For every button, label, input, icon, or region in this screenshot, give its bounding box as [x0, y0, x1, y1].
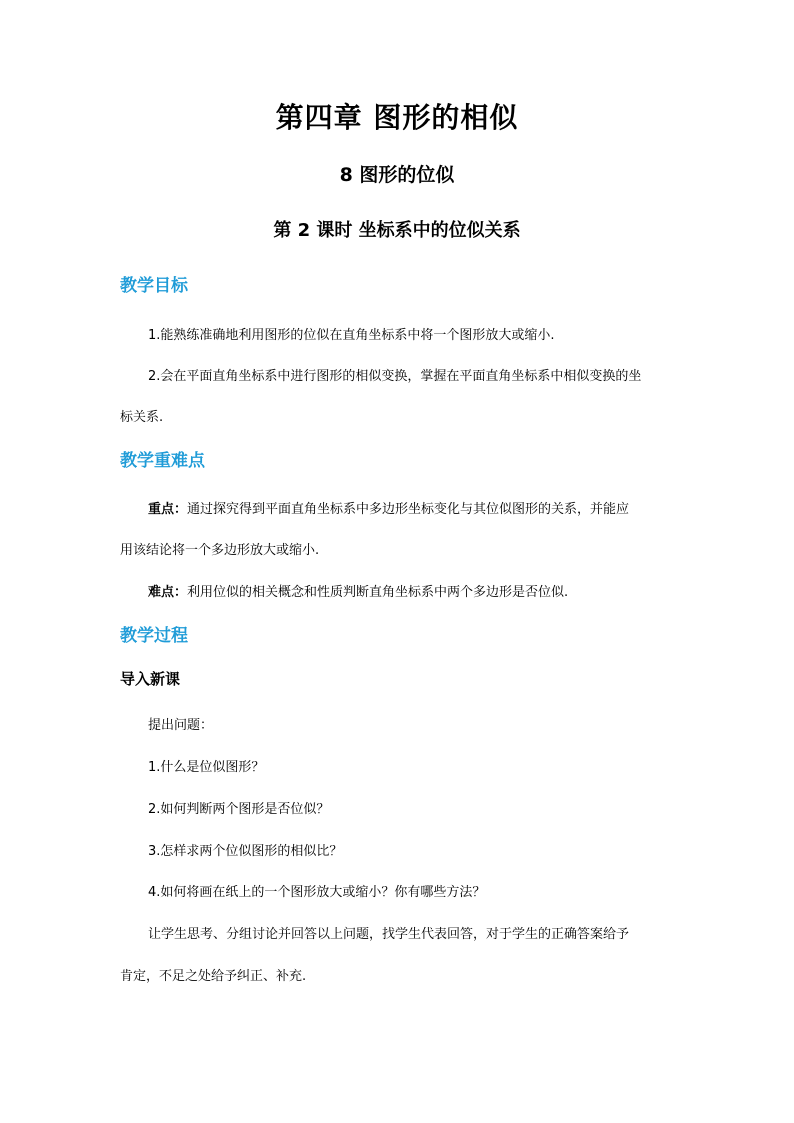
- process-heading: 教学过程: [120, 626, 188, 646]
- objective-item-1: 1.能熟练准确地利用图形的位似在直角坐标系中将一个图形放大或缩小.: [148, 328, 555, 343]
- objective-item-2-line-2: 标关系.: [120, 410, 164, 425]
- summary-line-2: 肯定，不足之处给予纠正、补充.: [120, 969, 307, 984]
- key-point-label: 重点：: [148, 502, 188, 517]
- lesson-title: 第 2 课时 坐标系中的位似关系: [273, 220, 521, 241]
- question-2: 2.如何判断两个图形是否位似？: [148, 802, 330, 817]
- intro-heading: 导入新课: [120, 670, 181, 688]
- chapter-title: 第四章 图形的相似: [275, 101, 519, 134]
- key-point-line-1: [148, 502, 629, 518]
- question-4: 4.如何将画在纸上的一个图形放大或缩小？你有哪些方法？: [148, 885, 486, 900]
- key-point-line-2: 用该结论将一个多边形放大或缩小.: [120, 543, 320, 558]
- question-3: 3.怎样求两个位似图形的相似比？: [148, 844, 343, 859]
- key-points-heading: 教学重难点: [120, 451, 205, 471]
- difficulty-text: 利用位似的相关概念和性质判断直角坐标系中两个多边形是否位似.: [187, 585, 569, 600]
- question-prompt: 提出问题：: [148, 718, 214, 733]
- difficulty-line: [148, 585, 568, 601]
- difficulty-label: 难点：: [148, 585, 188, 600]
- key-point-text: 通过探究得到平面直角坐标系中多边形坐标变化与其位似图形的关系，并能应: [187, 502, 630, 517]
- section-title: 8 图形的位似: [339, 164, 455, 186]
- objective-item-2-line-1: 2.会在平面直角坐标系中进行图形的相似变换，掌握在平面直角坐标系中相似变换的坐: [148, 369, 642, 384]
- summary-line-1: 让学生思考、分组讨论并回答以上问题，找学生代表回答，对于学生的正确答案给予: [148, 927, 630, 942]
- question-1: 1.什么是位似图形？: [148, 760, 265, 775]
- objectives-heading: 教学目标: [120, 276, 188, 296]
